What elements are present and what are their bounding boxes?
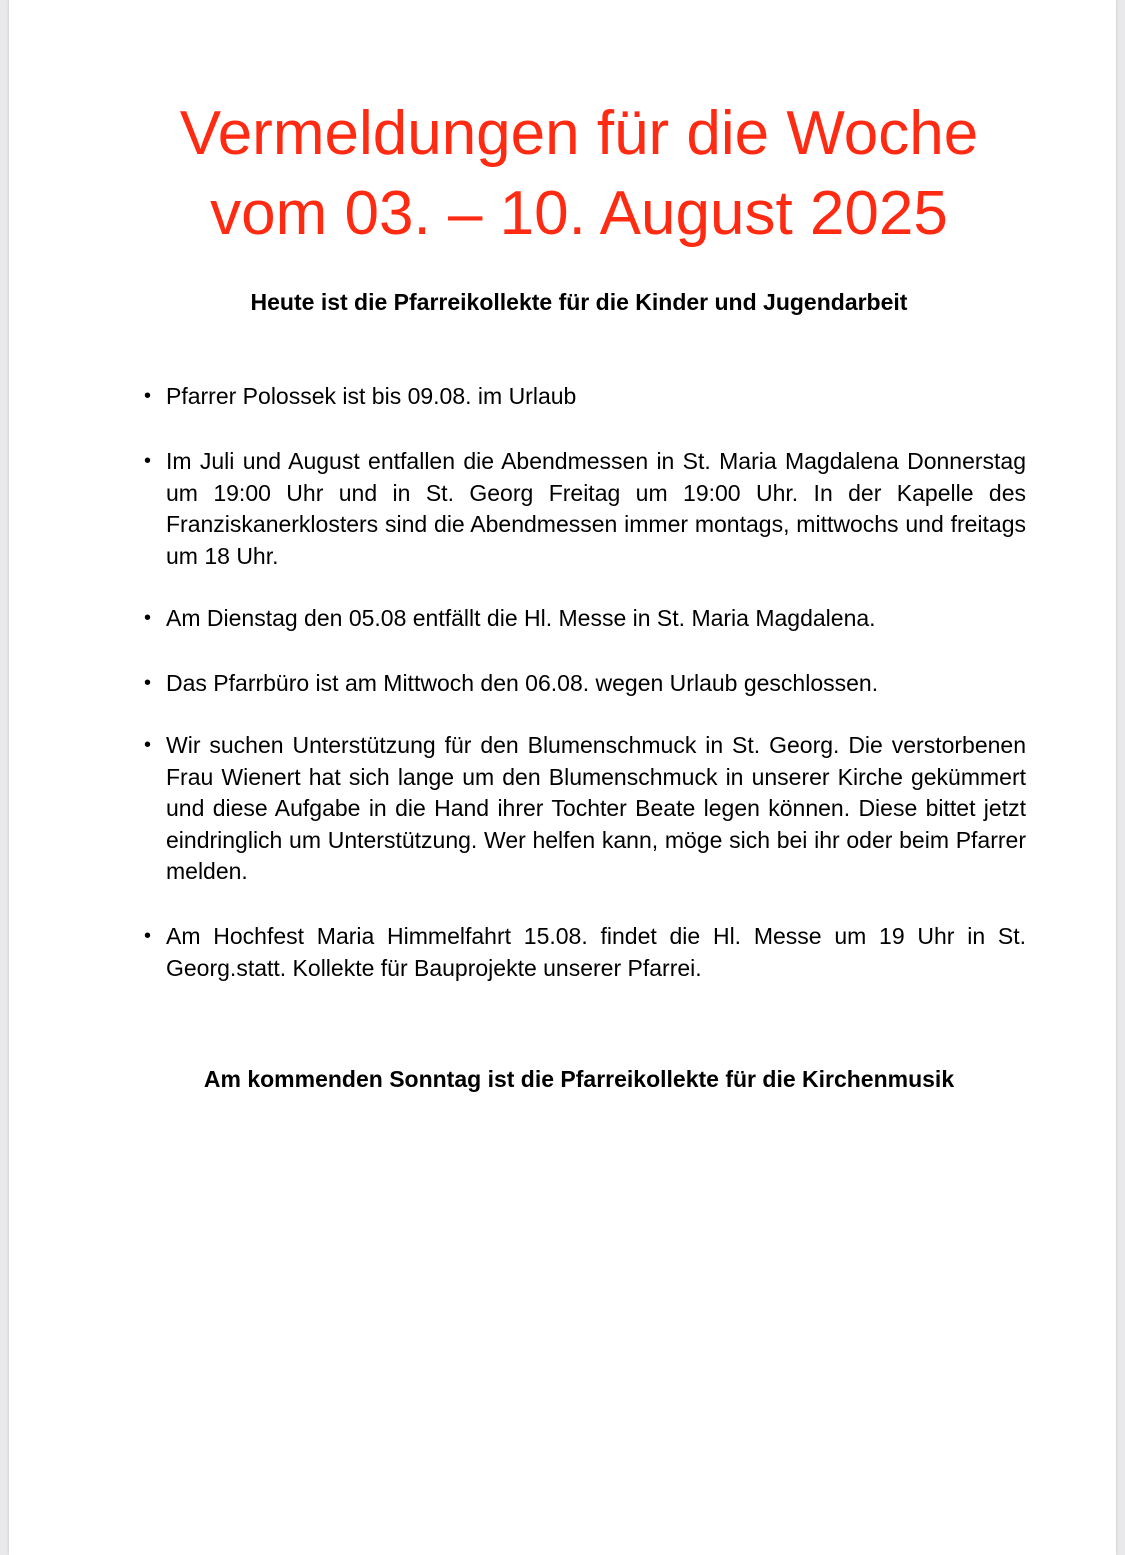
- title-line-1: Vermeldungen für die Woche: [179, 99, 979, 168]
- bullet-icon: •: [144, 450, 152, 472]
- title-line-2: vom 03. – 10. August 2025: [210, 179, 948, 248]
- bullet-icon: •: [144, 734, 152, 756]
- document-page: [9, 0, 1116, 1555]
- bullet-icon: •: [144, 925, 152, 947]
- list-item: [144, 730, 1026, 888]
- closing-heading: Am kommenden Sonntag ist die Pfarreikollekte für die Kirchenmusik: [203, 1066, 955, 1092]
- list-item: [144, 603, 1026, 635]
- list-item-text: Das Pfarrbüro ist am Mittwoch den 06.08. wegen Urlaub geschlossen.: [166, 670, 879, 696]
- bullet-icon: •: [144, 672, 152, 694]
- list-item: [144, 668, 1026, 700]
- list-item-text: Am Hochfest Maria Himmelfahrt 15.08. findet die Hl. Messe um 19 Uhr in St. Georg.statt. Kollekte für Bauprojekte unserer Pfarrei.: [166, 923, 1026, 981]
- list-item-text: Am Dienstag den 05.08 entfällt die Hl. Messe in St. Maria Magdalena.: [166, 605, 876, 631]
- list-item-text: Wir suchen Unterstützung für den Blumenschmuck in St. Georg. Die verstorbenen Frau Wienert hat sich lange um den Blumenschmuck in unserer Kirche gekümmert und diese Aufgabe in die Hand ihrer Tochter Beate legen können. Diese bittet jetzt eindringlich um Unterstützung. Wer helfen kann, möge sich bei ihr oder beim Pfarrer melden.: [166, 732, 1026, 884]
- list-item: [144, 381, 1026, 413]
- intro-heading: Heute ist die Pfarreikollekte für die Kinder und Jugendarbeit: [250, 289, 908, 315]
- bullet-icon: •: [144, 385, 152, 407]
- list-item-text: Pfarrer Polossek ist bis 09.08. im Urlaub: [166, 383, 577, 409]
- page-title: [9, 94, 1125, 254]
- list-item: [144, 921, 1026, 984]
- list-item-text: Im Juli und August entfallen die Abendmessen in St. Maria Magdalena Donnerstag um 19:00 Uhr und in St. Georg Freitag um 19:00 Uhr. In der Kapelle des Franziskanerklosters sind die Abendmessen immer montags, mittwochs und freitags um 18 Uhr.: [166, 448, 1026, 569]
- list-item: [144, 446, 1026, 572]
- bullet-icon: •: [144, 607, 152, 629]
